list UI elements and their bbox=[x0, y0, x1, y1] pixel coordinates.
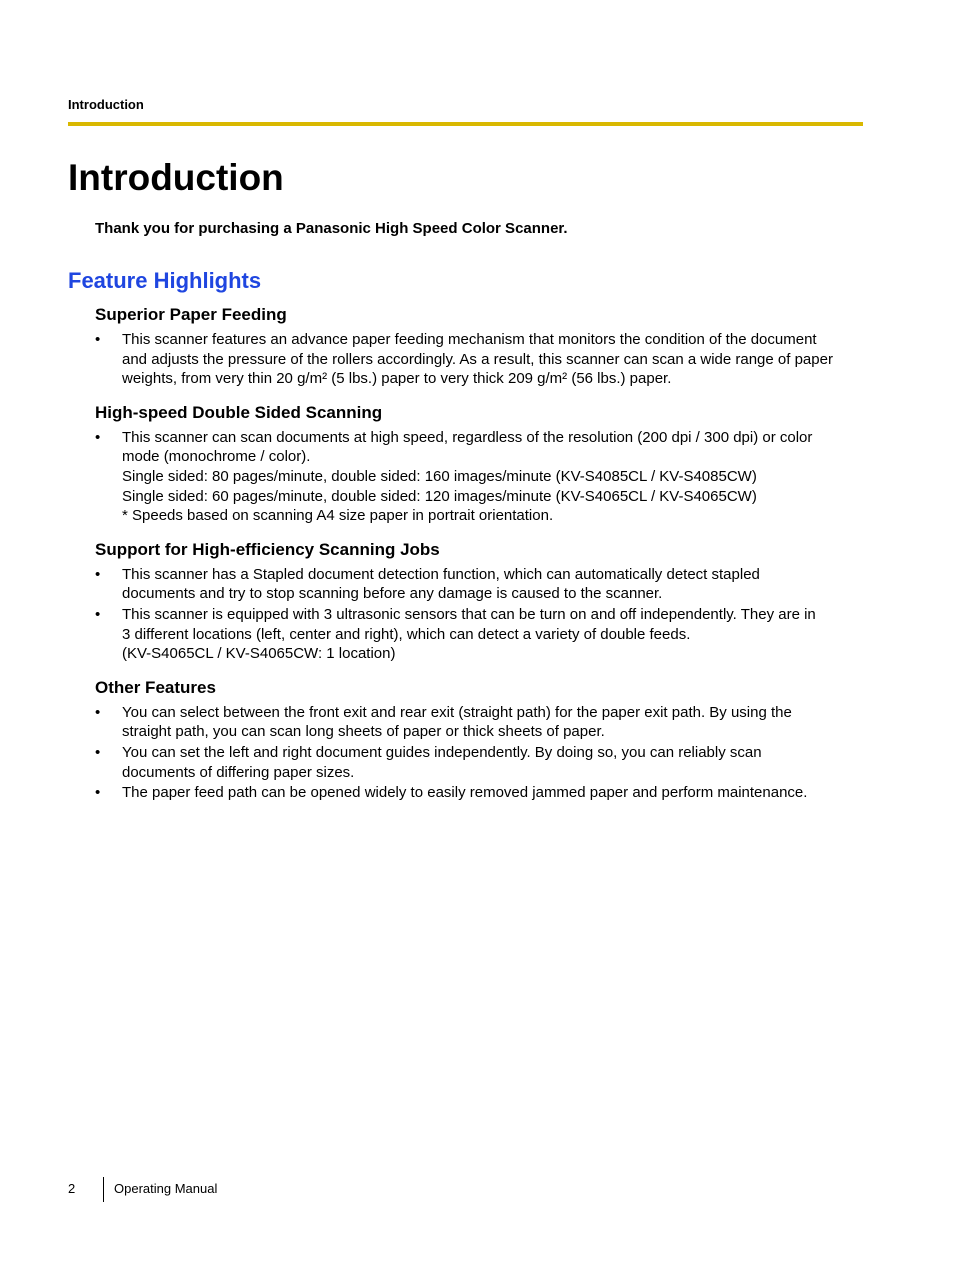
text-line: This scanner features an advance paper feeding mechanism that monitors the condition of the document bbox=[122, 331, 817, 348]
text-line: (KV-S4065CL / KV-S4065CW: 1 location) bbox=[122, 645, 396, 663]
list-item bbox=[95, 330, 865, 389]
text-line: Single sided: 80 pages/minute, double sided: 160 images/minute (KV-S4085CL / KV-S4085CW) bbox=[122, 467, 757, 485]
text-line: This scanner is equipped with 3 ultrasonic sensors that can be turn on and off independently. They are in bbox=[122, 605, 816, 623]
text-line: This scanner has a Stapled document detection function, which can automatically detect stapled bbox=[122, 565, 760, 583]
bullet-icon: • bbox=[95, 331, 101, 348]
text-line: * Speeds based on scanning A4 size paper in portrait orientation. bbox=[122, 507, 554, 525]
running-header: Introduction bbox=[68, 97, 144, 112]
list-item bbox=[95, 783, 865, 803]
text-line: and adjusts the pressure of the rollers accordingly. As a result, this scanner can scan a wide range of paper bbox=[122, 350, 833, 368]
subheading: Superior Paper Feeding bbox=[95, 305, 287, 324]
text-line: weights, from very thin 20 g/m² (5 lbs.) paper to very thick 209 g/m² (56 lbs.) paper. bbox=[122, 370, 672, 388]
bullet-icon: • bbox=[95, 565, 101, 583]
bullet-icon: • bbox=[95, 784, 101, 802]
text-line: documents of differing paper sizes. bbox=[122, 763, 355, 781]
list-item bbox=[95, 428, 865, 526]
text-line: The paper feed path can be opened widely to easily removed jammed paper and perform maintenance. bbox=[122, 784, 808, 802]
bullet-list bbox=[95, 703, 865, 803]
text-line: You can select between the front exit and rear exit (straight path) for the paper exit path. By using the bbox=[122, 703, 792, 721]
bullet-icon: • bbox=[95, 743, 101, 761]
page-title: Introduction bbox=[68, 157, 284, 198]
text-line: mode (monochrome / color). bbox=[122, 448, 311, 466]
section-heading-feature-highlights: Feature Highlights bbox=[68, 268, 262, 293]
subheading: Other Features bbox=[95, 677, 216, 697]
list-item bbox=[95, 565, 865, 604]
bullet-list bbox=[95, 565, 865, 664]
text-line: You can set the left and right document guides independently. By doing so, you can reliably scan bbox=[122, 743, 762, 761]
text-line: documents and try to stop scanning before any damage is caused to the scanner. bbox=[122, 585, 663, 603]
subheading: Support for High-efficiency Scanning Jobs bbox=[95, 539, 440, 559]
text-line: This scanner can scan documents at high speed, regardless of the resolution (200 dpi / 300 dpi) or color bbox=[122, 428, 813, 446]
bullet-icon: • bbox=[95, 703, 101, 721]
text-line: straight path, you can scan long sheets of paper or thick sheets of paper. bbox=[122, 723, 605, 741]
list-item bbox=[95, 703, 865, 742]
text-line: 3 different locations (left, center and right), which can detect a variety of double feeds. bbox=[122, 625, 691, 643]
list-item bbox=[95, 605, 865, 664]
bullet-list bbox=[95, 428, 865, 526]
subheading: High-speed Double Sided Scanning bbox=[95, 402, 383, 422]
footer-divider bbox=[103, 1177, 104, 1202]
footer-title: Operating Manual bbox=[114, 1181, 218, 1196]
bullet-icon: • bbox=[95, 605, 101, 623]
header-rule bbox=[68, 122, 863, 126]
text-line: Single sided: 60 pages/minute, double sided: 120 images/minute (KV-S4065CL / KV-S4065CW) bbox=[122, 487, 757, 505]
intro-text: Thank you for purchasing a Panasonic High Speed Color Scanner. bbox=[95, 220, 568, 237]
bullet-icon: • bbox=[95, 428, 101, 446]
page-number: 2 bbox=[68, 1181, 76, 1196]
list-item bbox=[95, 743, 865, 782]
bullet-list bbox=[95, 330, 865, 389]
feature-list bbox=[95, 304, 865, 816]
